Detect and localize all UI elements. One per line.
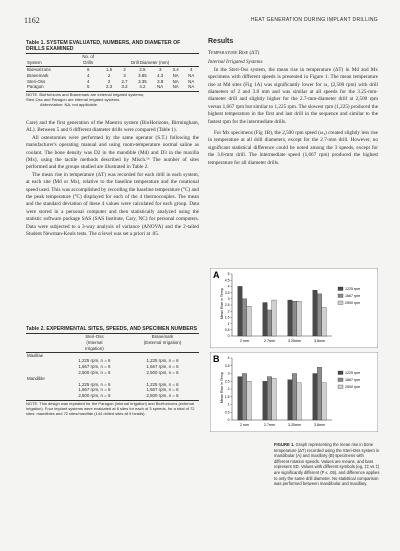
bar [263,381,268,420]
table-2-group-maxillae: Maxillae [27,352,44,358]
table-cell: 2 [107,72,111,78]
table-cell: 4.2 [139,84,146,90]
table-2-note: NOTE. This design was repeated for the Paragon (internal irrigation) and BioHorizons (external irrigation). Four implant systems were evaluated at 6 sites for each of 3 speeds, for a total of 72 sites: mandibles and 72 sites/maxillae (144 drilled sites at 9 heads). [26,400,199,416]
chart-a [210,268,378,348]
y-tick-label: 0.5 [224,410,230,415]
y-tick-label: 0 [227,418,230,423]
table-cell: 1,667 rpm, n = 6 [78,387,111,393]
table-2-grid [26,334,199,399]
y-tick-label: 3.5 [224,290,230,295]
table-cell: 2 [107,78,111,84]
table-cell: NA [188,84,195,90]
legend-label: 2500 rpm [345,301,361,305]
y-tick-label: 0.5 [224,328,230,332]
table-cell: 6 [86,67,90,72]
x-tick-label: 2.7mm [264,339,275,343]
table-1-note: Steri-Oss and Paragon are internal irrigated systems. [26,97,121,103]
x-tick-label: 2.7mm [264,423,275,427]
y-tick-label: 2.5 [224,379,230,384]
table-cell: Branemark [27,72,49,78]
y-tick-label: 2 [227,309,230,314]
x-tick-label: 3.8mm [314,423,325,427]
bar [317,294,322,336]
paragraph: For Mx specimens (Fig 1B), the 2,500 rpm speed (ω₃) created slightly less rise in temperature at all drill diameters, except for the 2.7-mm drill. However, no significant statistical difference could be noted among the 3 speeds, except for the 3.8-mm drill. The intermediate speed (1,667 rpm) produced the highest temperature for all diameter drills. [208,130,378,166]
table-cell: 3.35 [138,78,147,84]
table-1 [26,40,199,107]
panel-label: B [213,354,220,364]
table-cell: 1,225 rpm, n = 6 [146,381,179,387]
table-1-head-no: No. of [82,54,95,60]
table-cell: 1,225 rpm, n = 6 [146,358,179,364]
table-cell: BioHorizons [27,67,51,72]
figure-caption-label: FIGURE 1. [274,442,295,447]
table-1-body [26,67,199,91]
table-cell: NA [172,84,179,90]
bar [238,286,243,336]
bar [292,374,297,421]
table-cell: Steri-Oss [27,78,46,84]
subheading-internal-irrigated: Internal Irrigated Systems [208,59,263,66]
table-cell: 1,667 rpm, n = 6 [146,387,179,393]
legend-swatch [338,294,343,298]
table-cell: NA [157,84,164,90]
table-cell: 3.4 [172,67,179,72]
legend-label: 1225 rpm [345,287,361,291]
table-cell: 3 [123,72,126,78]
panel-label: A [213,270,220,280]
y-tick-label: 3 [227,297,230,301]
bar [267,310,272,336]
y-tick-label: 1 [227,402,230,407]
chart-b [210,352,378,432]
table-2-col-branemark: Branemark [151,334,174,340]
table-1-caption: Table 1. SYSTEM EVALUATED, NUMBERS, AND DIAMETER OF DRILLS EXAMINED [26,40,199,54]
table-2-group-mandible: Mandible [27,375,45,381]
table-row [26,84,199,90]
subheading-temperature-rise: Temperature Rise (ΔT) [208,50,260,56]
x-tick-label: 3.8mm [314,339,325,343]
legend-label: 1667 rpm [345,294,361,298]
figure-caption [274,442,380,487]
figure-1b [210,352,378,432]
table-2-maxillae-rows [26,358,199,375]
bar [288,380,293,420]
page-number: 1162 [24,16,40,25]
y-tick-label: 1.5 [224,315,230,320]
y-tick-label: 1 [227,321,230,326]
legend-label: 1667 rpm [345,378,361,382]
table-cell: 2.7 [121,78,128,84]
left-column-text [26,120,199,239]
bar [238,377,243,420]
bar [247,306,252,336]
y-tick-label: 4.5 [224,278,230,283]
bar [263,303,268,336]
paragraph: In the Steri-Oss system, the mean rise in temperature (ΔT) in Md and Mx specimens with different speeds is presented in Figure 1. The mean temperature rise at Md sites (Fig 1A) was significantly lower for ω₁ (2,500 rpm) with drill diameters of 2 and 3.8 mm and was similar at all speeds for the 3.25-mm-diameter drill and slightly higher for the 2.7-mm-diameter drill at 2,500 rpm versus 1,667 rpm but similar to 1,225 rpm. The slowest rpm (1,225) produced the highest temperature in the first and last drill in the sequence and similar to the fastest rpm for the intermediate drills. [208,66,378,125]
table-cell: 4 [86,72,90,78]
table-cell: 3.85 [138,72,147,78]
table-1-note: Abbreviation: NA, not applicable. [40,102,99,108]
figure-caption-text: Graph representing the mean rise in bone temperature (ΔT) recorded using the Steri-Oss system in mandibular (A) and maxillary (B) specimens with different rotation speeds. Values are means, and bars represent SD. Values with different symbols (eg, ‡‡ vs ‡) are significantly different (P ≤ .05), and difference applies to only the same drill diameter. No statistical comparison was performed between mandibular and maxillary. [274,442,380,487]
table-1-grid [26,54,199,90]
bar [272,300,277,336]
table-2-col-steri-oss: Steri-Oss [85,334,104,340]
y-axis-label: Mean Rise in Temp [220,372,224,403]
running-head: HEAT GENERATION DURING IMPLANT DRILLING [250,17,378,23]
legend-swatch [338,378,343,382]
table-cell: 1,225 rpm, n = 6 [78,358,111,364]
table-cell: 1,667 rpm, n = 6 [78,364,111,370]
y-tick-label: 1.5 [224,394,230,399]
paragraph: All osteotomies were performed by the same operator (S.T.) following the manufacturer's operating manual and using room-temperature normal saline as coolant. The bone density was D2 in the mandible (Md) and D3 in the maxilla (Mx), using the tactile methods described by Misch.¹⁶ The number of sites performed and the groups studied are illustrated in Table 2. [26,134,199,171]
bar [247,381,252,420]
table-1-head-system: System [27,60,42,66]
y-tick-label: 2 [227,387,230,392]
table-1-head-drills: Drills [83,60,94,66]
paragraph: Care) and the first generation of the Maestro system (BioHorizons, Birmingham, AL). Between 5 and 6 different diameter drills were compared (Table 1). [26,120,199,134]
table-cell: 2,500 rpm, n = 6 [78,393,111,399]
bar [313,290,318,336]
right-column-text [208,50,378,167]
table-cell: 1,667 rpm, n = 6 [146,364,179,370]
figure-1a [210,268,378,348]
table-1-notes [26,91,199,107]
table-cell: 1.5 [105,67,113,72]
table-cell: 3 [158,67,162,72]
paragraph: The mean rise in temperature (ΔT) was recorded for each drill in each system, at each site (Md or Mx), relative to the baseline temperature and the rotational speed used. This was accomplished by recording the baseline temperature (°C) and the peak temperature (°C) displayed for each of the 4 thermocouples. The mean and the standard deviation of these 4 values were calculated for each group. Data were stored in a personal computer and then statistically analyzed using the statistic software package SAS (SAS Institute, Cary, NC) for personal computers. Data were subjected to a 3-way analysis of variance (ANOVA) and the 2-tailed Student Newman-Keuls tests. The α level was set a priori at .05. [26,171,199,238]
y-axis-label: Mean Rise in Temp [220,288,224,319]
y-tick-label: 3.5 [224,363,230,368]
x-tick-label: 3.25mm [288,423,301,427]
table-cell: 2,500 rpm, n = 6 [146,393,179,399]
table-2-col-steri-oss-sub: (Internal [86,340,103,345]
table-row [26,393,199,399]
y-tick-label: 5 [227,272,230,277]
table-cell: 4.3 [157,72,164,78]
x-tick-label: 3.25mm [288,339,301,343]
bar [288,300,293,336]
y-tick-label: 0 [227,334,230,339]
table-2-col-branemark-sub: (External Irrigation) [143,340,182,345]
table-cell: NA [172,78,179,84]
table-cell: NA [188,72,195,78]
table-cell: 4 [190,67,193,72]
legend-label: 2500 rpm [345,385,361,389]
bar [313,374,318,421]
table-2-col-steri-oss-sub2: Irrigation) [85,345,104,351]
table-cell: NA [172,72,179,78]
results-heading: Results [208,38,234,45]
bar [242,374,247,421]
bar [322,383,327,420]
table-cell: 2,500 rpm, n = 6 [146,369,179,375]
legend-swatch [338,301,343,305]
table-1-head-diameter: Drill Diameter (mm) [131,60,170,66]
table-2 [26,326,199,416]
x-tick-label: 2 mm [240,339,249,343]
table-cell: 3.8 [157,78,164,84]
x-tick-label: 2 mm [240,423,249,427]
table-2-mandible-rows [26,382,199,399]
legend-swatch [338,371,343,375]
table-cell: 2,500 rpm, n = 6 [78,369,111,375]
bar [267,377,272,420]
bar [292,301,297,336]
legend-swatch [338,385,343,389]
table-2-caption: Table 2. EXPERIMENTAL SITES, SPEEDS, AND SPECIMEN NUMBERS [26,326,199,334]
table-cell: 3.2 [121,84,128,90]
table-cell: 1,225 rpm, n = 6 [78,381,111,387]
legend-label: 1225 rpm [345,371,361,375]
table-cell: 2.5 [139,67,146,72]
bar [322,307,327,336]
bar [297,301,302,336]
legend-swatch [338,287,343,291]
y-tick-label: 4 [227,356,230,361]
table-cell: Paragon [27,84,44,90]
bar [242,299,247,336]
table-1-note: NOTE. BioHorizons and Branemark are external irrigated systems; [26,92,145,98]
table-cell: 5 [86,84,90,90]
bar [317,367,322,420]
table-cell: 2 [123,67,126,72]
table-cell: 4 [86,78,90,84]
y-tick-label: 4 [227,284,230,289]
bar [297,383,302,420]
y-tick-label: 3 [227,371,230,376]
table-cell [26,393,63,399]
table-cell: 2.3 [105,84,113,90]
y-tick-label: 2.5 [224,303,230,308]
bar [272,378,277,420]
table-cell: NA [188,78,195,84]
